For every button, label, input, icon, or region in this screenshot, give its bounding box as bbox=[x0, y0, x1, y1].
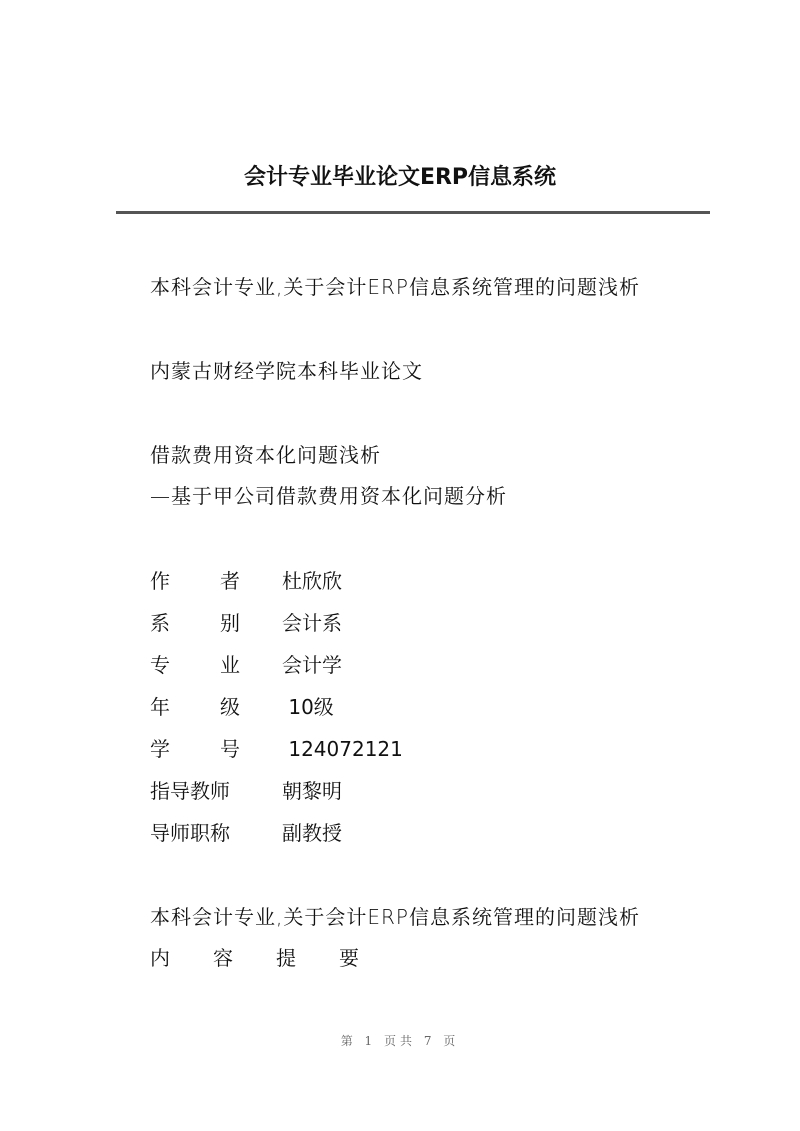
thesis-title: 借款费用资本化问题浅析 bbox=[150, 443, 381, 467]
info-label: 导师职称 bbox=[150, 821, 230, 845]
info-value: 10级 bbox=[282, 695, 334, 719]
info-value: 会计学 bbox=[282, 653, 342, 677]
thesis-subtitle: —基于甲公司借款费用资本化问题分析 bbox=[150, 484, 507, 508]
header-title: 会计专业毕业论文ERP信息系统 bbox=[243, 165, 557, 190]
info-value: 朝黎明 bbox=[282, 779, 342, 803]
info-label: 专 业 bbox=[150, 653, 240, 677]
page-number: 第 1 页共 7 页 bbox=[340, 1034, 460, 1048]
school-line: 内蒙古财经学院本科毕业论文 bbox=[150, 359, 423, 383]
info-value: 124072121 bbox=[282, 737, 403, 761]
paper-title-line: 本科会计专业,关于会计ERP信息系统管理的问题浅析 bbox=[150, 275, 640, 299]
abstract-title-line: 本科会计专业,关于会计ERP信息系统管理的问题浅析 bbox=[150, 905, 640, 929]
info-label: 系 别 bbox=[150, 611, 240, 635]
info-value: 会计系 bbox=[282, 611, 342, 635]
info-value: 杜欣欣 bbox=[282, 569, 342, 593]
info-value: 副教授 bbox=[282, 821, 342, 845]
header-rule bbox=[116, 211, 710, 214]
info-label: 作 者 bbox=[150, 569, 240, 593]
info-label: 年 级 bbox=[150, 695, 240, 719]
abstract-heading: 内 容 提 要 bbox=[150, 946, 360, 970]
info-label: 学 号 bbox=[150, 737, 240, 761]
info-label: 指导教师 bbox=[150, 779, 230, 803]
